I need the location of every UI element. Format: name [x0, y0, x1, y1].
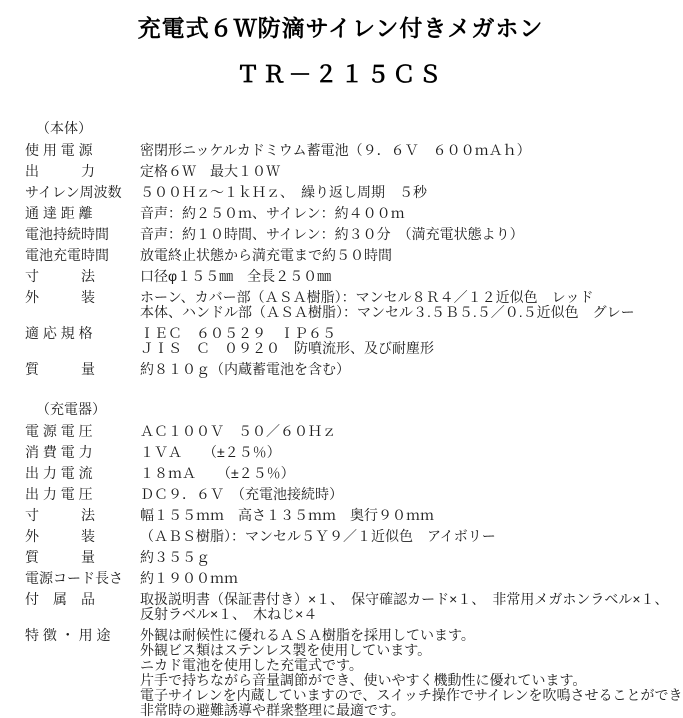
section-charger [0, 402, 681, 718]
value-line: 非常時の避難誘導や群衆整理に最適です。 [140, 702, 405, 718]
section-heading: （充電器） [36, 401, 106, 417]
value-line: １８ｍＡ （±２５％） [140, 465, 295, 481]
value-line: ＡＣ１００Ｖ ５０／６０Ｈｚ [140, 423, 336, 439]
value-line: 定格６Ｗ 最大１０Ｗ [140, 163, 280, 179]
spec-label: 出 力 電 流 [25, 465, 93, 481]
value-line: 口径φ１５５㎜ 全長２５０㎜ [140, 268, 332, 284]
spec-value [140, 466, 295, 481]
spec-label: サイレン周波数 [25, 184, 122, 200]
spec-value [140, 362, 350, 377]
spec-label: 外 装 [25, 289, 95, 305]
spec-row [25, 550, 681, 565]
value-line: 約８１０ｇ（内蔵蓄電池を含む） [140, 361, 350, 377]
spec-value [140, 529, 496, 544]
spec-value [140, 290, 635, 320]
spec-row [25, 290, 681, 320]
section-heading: （本体） [36, 120, 92, 136]
value-line: （ＡＢＳ樹脂）：マンセル５Ｙ９／１近似色 アイボリー [140, 528, 496, 544]
spec-label: 特 徴 ・ 用 途 [25, 627, 111, 643]
spec-label: 使 用 電 源 [25, 142, 93, 158]
value-line: 幅１５５ｍｍ 高さ１３５ｍｍ 奥行９０ｍｍ [140, 507, 434, 523]
spec-value [140, 326, 434, 356]
spec-value [140, 424, 336, 439]
spec-label: 寸 法 [25, 268, 95, 284]
value-line: 放電終止状態から満充電まで約５０時間 [140, 247, 392, 263]
spec-row [25, 164, 681, 179]
spec-value [140, 143, 531, 158]
value-line: 取扱説明書（保証書付き）×１、 保守確認カード×１、 非常用メガホンラベル×１、 [140, 591, 669, 607]
spec-label: 電源コード長さ [25, 570, 123, 586]
spec-row [25, 362, 681, 377]
spec-row [25, 206, 681, 221]
value-line: 片手で持ちながら音量調節ができ、使いやすく機動性に優れています。 [140, 672, 587, 688]
spec-label: 消 費 電 力 [25, 444, 93, 460]
section-main-unit [0, 121, 681, 377]
spec-value [140, 508, 434, 523]
spec-row [25, 269, 681, 284]
value-line: １ＶＡ （±２５％） [140, 444, 281, 460]
spec-row [25, 571, 681, 586]
spec-value [140, 206, 405, 221]
value-line: ホーン、カバー部（ＡＳＡ樹脂）：マンセル８Ｒ４／１２近似色 レッド [140, 289, 594, 305]
spec-value [140, 487, 343, 502]
spec-row [25, 628, 681, 718]
spec-label: 適 応 規 格 [25, 325, 93, 341]
model-number: ＴＲ－２１５ＣＳ [236, 61, 445, 87]
spec-value [140, 571, 238, 586]
spec-label: 質 量 [25, 549, 95, 565]
spec-row [25, 248, 681, 263]
spec-label: 質 量 [25, 361, 95, 377]
value-line: 密閉形ニッケルカドミウム蓄電池（９．６Ｖ ６００ｍＡｈ） [140, 142, 531, 158]
value-line: 音声：約１０時間、サイレン：約３０分 （満充電状態より） [140, 226, 524, 242]
spec-row [25, 445, 681, 460]
spec-row [25, 466, 681, 481]
value-line: 外観ビス類はステンレス製を使用しています。 [140, 642, 432, 658]
value-line: 外観は耐候性に優れるＡＳＡ樹脂を採用しています。 [140, 627, 475, 643]
value-line: ＪＩＳ Ｃ ０９２０ 防噴流形、及び耐塵形 [140, 340, 434, 356]
spec-label: 通 達 距 離 [25, 205, 93, 221]
spec-row [25, 143, 681, 158]
spec-row [25, 227, 681, 242]
value-line: 反射ラベル×１、 木ねじ×４ [140, 606, 318, 622]
spec-body [0, 121, 681, 718]
spec-value [140, 248, 392, 263]
spec-row [25, 592, 681, 622]
value-line: 電子サイレンを内蔵していますので、スイッチ操作でサイレンを吹鳴させることができ [140, 687, 683, 703]
spec-label: 電 源 電 圧 [25, 423, 93, 439]
value-line: ＤＣ９．６Ｖ （充電池接続時） [140, 486, 343, 502]
spec-label: 外 装 [25, 528, 95, 544]
spec-value [140, 628, 683, 718]
value-line: 本体、ハンドル部（ＡＳＡ樹脂）：マンセル３.５Ｂ５.５／０.５近似色 グレー [140, 304, 635, 320]
spec-row [25, 326, 681, 356]
value-line: 約３５５ｇ [140, 549, 210, 565]
value-line: 音声：約２５０ｍ、サイレン：約４００ｍ [140, 205, 405, 221]
spec-row [25, 529, 681, 544]
spec-row [25, 424, 681, 439]
spec-label: 出 力 [25, 163, 95, 179]
spec-value [140, 227, 524, 242]
spec-label: 電池充電時間 [25, 247, 109, 263]
value-line: ５００Ｈｚ～１ｋＨｚ、 繰り返し周期 ５秒 [140, 184, 427, 200]
spec-label: 付 属 品 [25, 591, 95, 607]
spec-value [140, 164, 280, 179]
spec-value [140, 592, 669, 622]
spec-value [140, 185, 427, 200]
value-line: ニカド電池を使用した充電式です。 [140, 657, 363, 673]
spec-value [140, 445, 281, 460]
spec-label: 電池持続時間 [25, 226, 109, 242]
spec-value [140, 550, 210, 565]
spec-label: 出 力 電 圧 [25, 486, 93, 502]
value-line: 約１９００ｍｍ [140, 570, 238, 586]
spec-label: 寸 法 [25, 507, 95, 523]
value-line: ＩＥＣ ６０５２９ ＩＰ６５ [140, 325, 336, 341]
spec-row [25, 487, 681, 502]
spec-value [140, 269, 331, 284]
page-title: 充電式６Ｗ防滴サイレン付きメガホン [137, 15, 544, 41]
spec-row [25, 508, 681, 523]
spec-row [25, 185, 681, 200]
